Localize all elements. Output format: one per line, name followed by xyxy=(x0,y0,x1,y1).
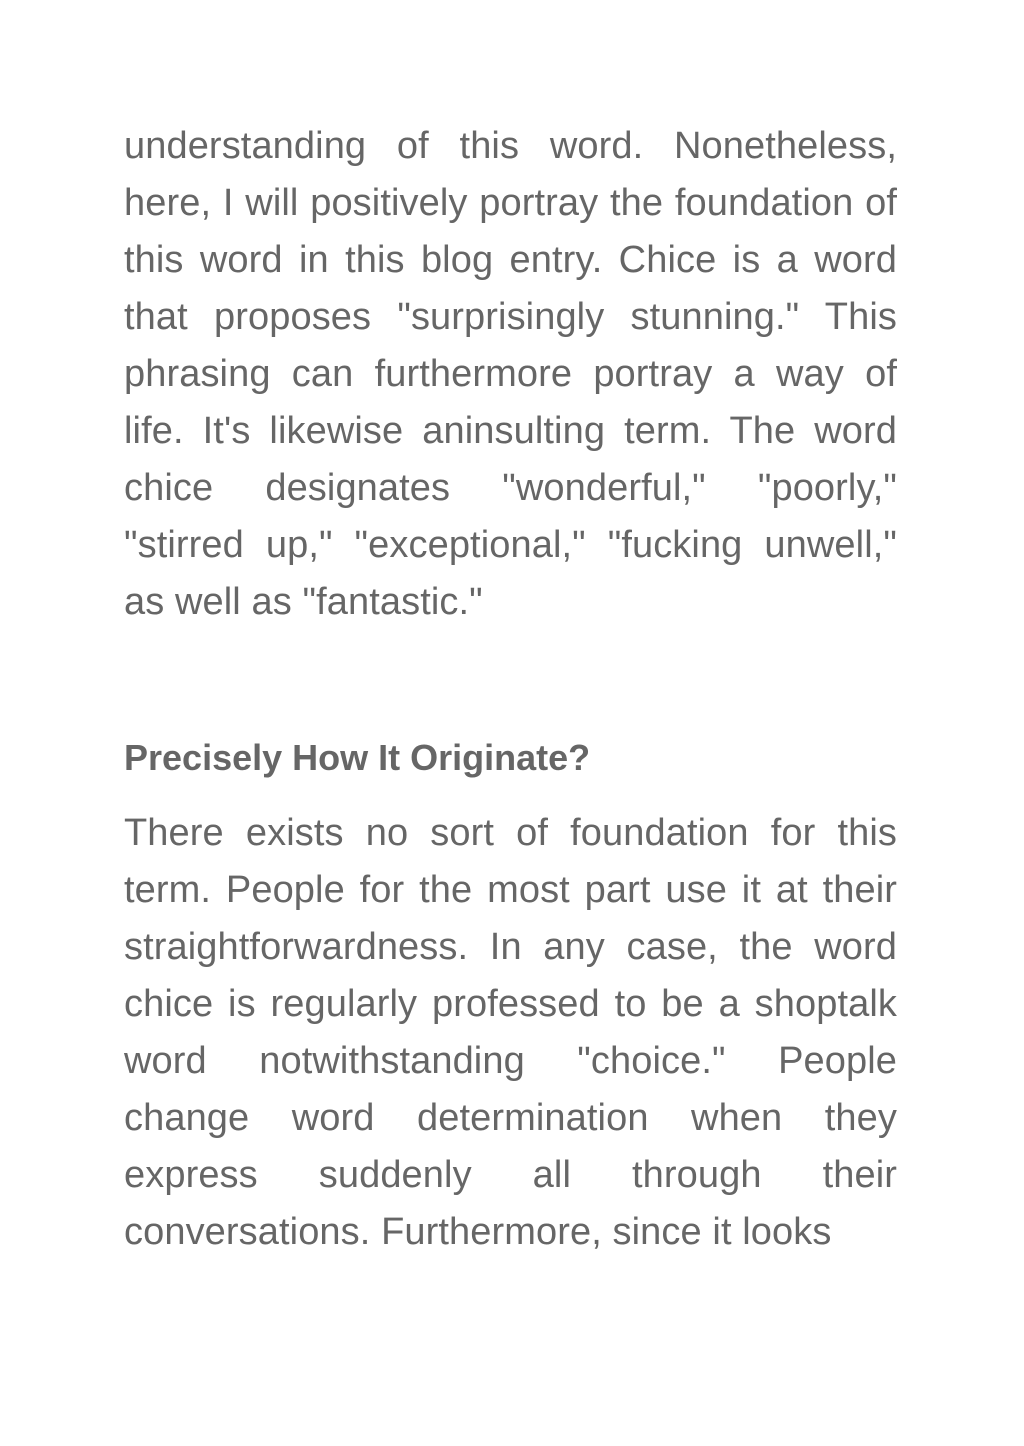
body-paragraph-2: There exists no sort of foundation for this term. People for the most part use it at their straightforwardness. In any case, the word chice is regularly professed to be a shoptalk word notwithstanding "choice." People change word determination when they express suddenly all through their conversations. Furthermore, since it looks xyxy=(124,812,897,1253)
document-page xyxy=(124,118,897,1261)
body-paragraph-1: understanding of this word. Nonetheless, here, I will positively portray the foundation of this word in this blog entry. Chice is a word that proposes "surprisingly stunning." This phrasing can furthermore portray a way of life. It's likewise aninsulting term. The word chice designates "wonderful," "poorly," "stirred up," "exceptional," "fucking unwell," as well as "fantastic." xyxy=(124,125,897,623)
section-heading: Precisely How It Originate? xyxy=(124,737,591,778)
